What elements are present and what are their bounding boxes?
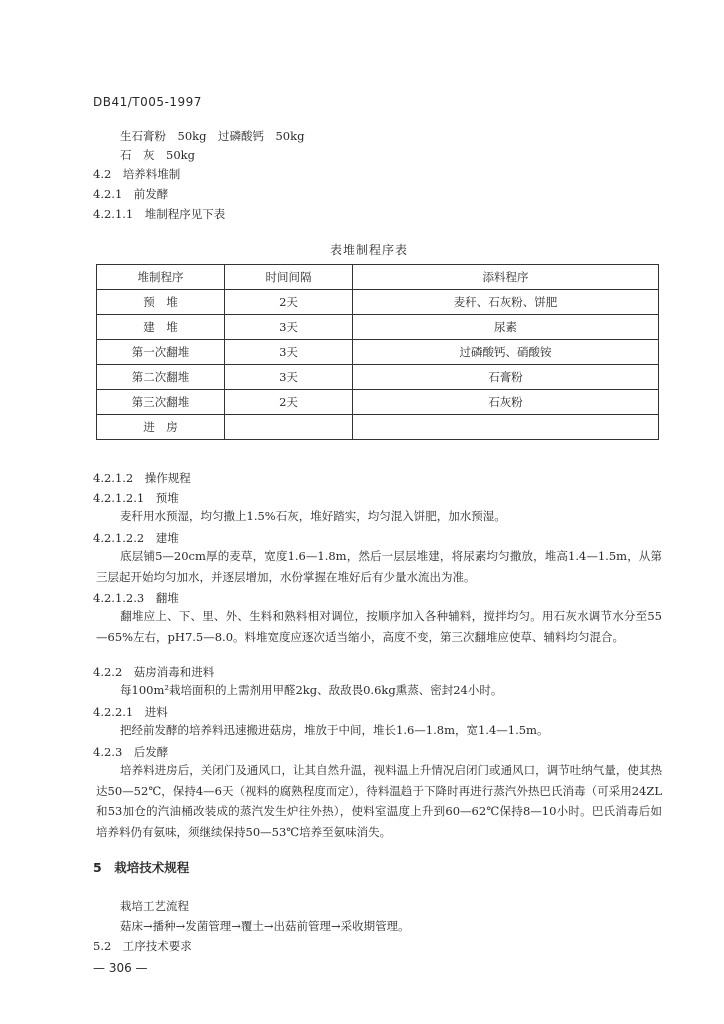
table-row [97,365,659,390]
table-cell: 2天 [225,290,353,315]
table-cell: 石灰粉 [353,390,659,415]
heading-4-2-1-2-1: 4.2.1.2.1 预堆 [93,491,179,505]
table-cell [225,415,353,440]
table-cell: 第一次翻堆 [97,340,225,365]
paragraph-post-ferment: 培养料进房后，关闭门及通风口，让其自然升温，视料温上升情况启闭门或通风口，调节吐纳气量，使其热达50—52℃，保持4—6天（视料的腐熟程度而定），待料温趋于下降时再进行蒸汽外热巴氏消毒（可采用24ZL和53加仓的汽油桶改装成的蒸汽发生炉往外热），使料室温度上升到60—62℃保持8—10小时。巴氏消毒后如培养料仍有氨味，须继续保持50—53℃培养至氨味消失。 [96,763,662,839]
table-cell: 尿素 [353,315,659,340]
table-row [97,315,659,340]
paragraph-pre-stack: 麦秆用水预湿，均匀撒上1.5%石灰，堆好踏实，均匀混入饼肥，加水预湿。 [120,509,506,523]
process-table [96,264,659,440]
process-flow-title: 栽培工艺流程 [120,899,189,913]
table-header-cell: 时间间隔 [225,265,353,290]
table-cell: 3天 [225,340,353,365]
heading-4-2-1-2-3: 4.2.1.2.3 翻堆 [93,591,179,605]
table-row [97,415,659,440]
heading-5: 5 栽培技术规程 [93,860,190,875]
table-cell: 第三次翻堆 [97,390,225,415]
table-cell: 3天 [225,365,353,390]
table-cell: 预 堆 [97,290,225,315]
paragraph-build-stack: 底层铺5—20cm厚的麦草，宽度1.6—1.8m，然后一层层堆建，将尿素均匀撒放，堆高1.4—1.5m，从第三层起开始均匀加水，并逐层增加，水份掌握在堆好后有少量水流出为准。 [96,549,662,584]
heading-4-2-1-2: 4.2.1.2 操作规程 [93,471,191,485]
table-cell: 过磷酸钙、硝酸铵 [353,340,659,365]
heading-4-2-2: 4.2.2 菇房消毒和进料 [93,665,215,679]
heading-4-2-3: 4.2.3 后发酵 [93,745,169,759]
materials-line-2: 石 灰 50kg [120,148,195,162]
table-cell: 3天 [225,315,353,340]
heading-4-2-1: 4.2.1 前发酵 [93,187,169,201]
doc-code-header: DB41/T005-1997 [93,95,202,109]
table-cell: 麦秆、石灰粉、饼肥 [353,290,659,315]
table-cell: 建 堆 [97,315,225,340]
table-cell: 进 房 [97,415,225,440]
table-header-cell: 堆制程序 [97,265,225,290]
table-cell [353,415,659,440]
table-cell: 2天 [225,390,353,415]
table-header-cell: 添料程序 [353,265,659,290]
table-title: 表堆制程序表 [330,243,409,257]
paragraph-disinfect: 每100m²栽培面积的上需剂用甲醛2kg、敌敌畏0.6kg熏蒸、密封24小时。 [120,683,503,697]
heading-4-2-2-1: 4.2.2.1 进料 [93,705,168,719]
heading-4-2-1-2-2: 4.2.1.2.2 建堆 [93,531,179,545]
materials-line-1: 生石膏粉 50kg 过磷酸钙 50kg [120,129,305,143]
process-flow-text: 菇床→播种→发菌管理→覆土→出菇前管理→采收期管理。 [120,919,410,933]
paragraph-turn-stack: 翻堆应上、下、里、外、生料和熟料相对调位，按顺序加入各种辅料，搅拌均匀。用石灰水调节水分至55—65%左右，pH7.5—8.0。料堆宽度应逐次适当缩小，高度不变，第三次翻堆应使草、辅料均匀混合。 [96,609,662,644]
paragraph-feed: 把经前发酵的培养料迅速搬进菇房，堆放于中间，堆长1.6—1.8m，宽1.4—1.5m。 [120,723,549,737]
table-row [97,390,659,415]
table-cell: 石膏粉 [353,365,659,390]
heading-5-2: 5.2 工序技术要求 [93,939,192,953]
page-number: — 306 — [93,961,148,975]
table-row [97,290,659,315]
table-header-row [97,265,659,290]
heading-4-2: 4.2 培养料堆制 [93,167,181,181]
table-cell: 第二次翻堆 [97,365,225,390]
heading-4-2-1-1: 4.2.1.1 堆制程序见下表 [93,207,226,221]
table-row [97,340,659,365]
